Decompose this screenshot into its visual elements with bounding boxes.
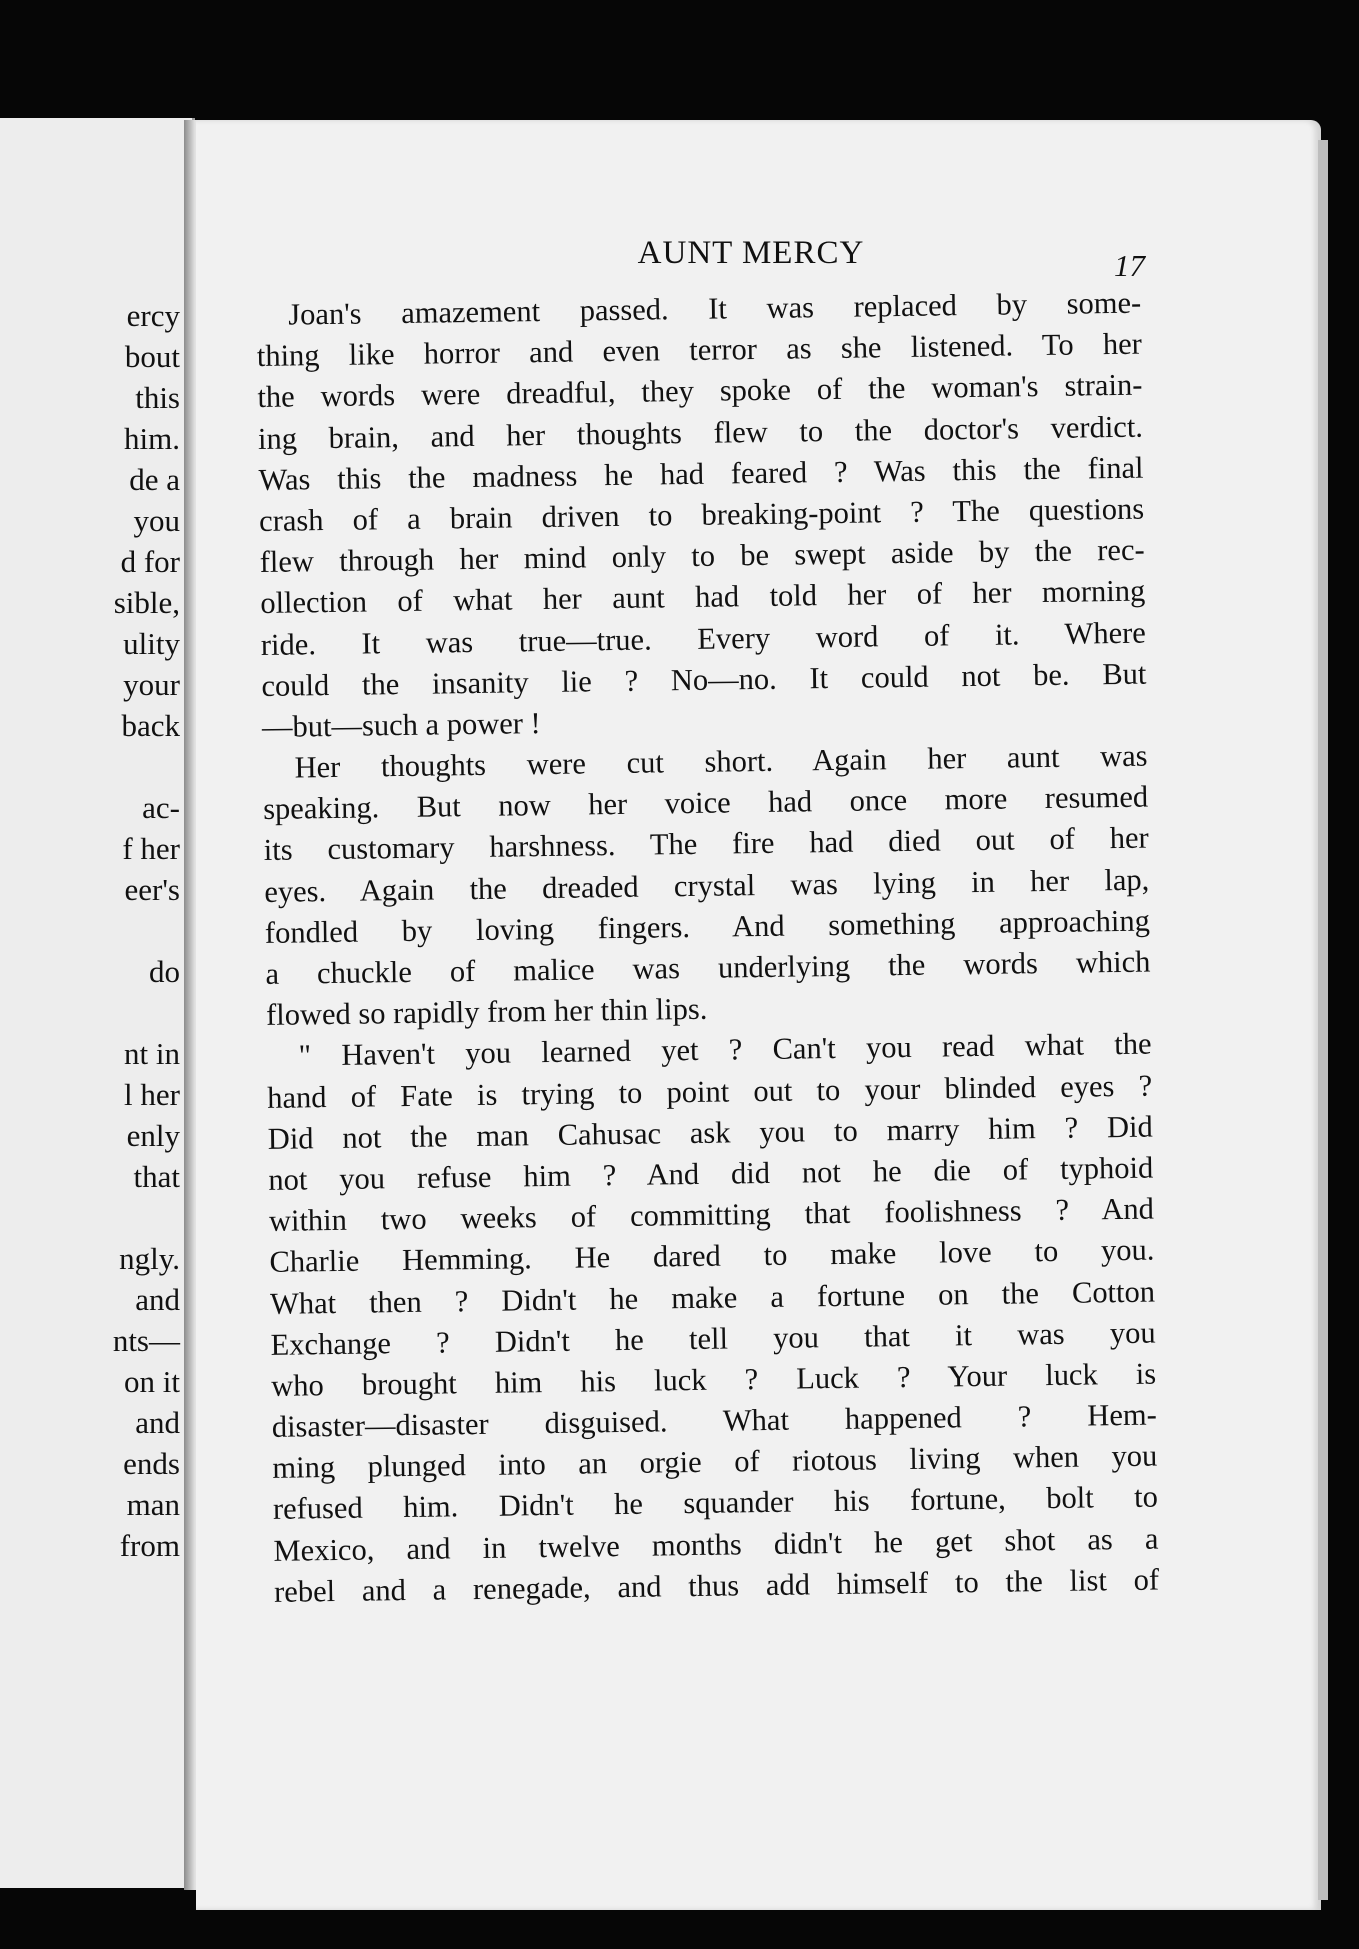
text-line: could the insanity lie ? No—no. It could not be. But xyxy=(261,656,1147,703)
left-page-text-fragment: sible, xyxy=(113,585,180,620)
right-page xyxy=(196,120,1321,1910)
left-page-text-fragment: this xyxy=(135,380,180,415)
text-line: Did not the man Cahusac ask you to marry him ? Did xyxy=(267,1109,1153,1156)
left-page-text-fragment: ends xyxy=(123,1446,180,1481)
text-line: speaking. But now her voice had once more resumed xyxy=(262,779,1149,827)
text-line: not you refuse him ? And did not he die of typhoid xyxy=(268,1150,1154,1197)
left-page-text-fragment: you xyxy=(133,503,180,538)
page-number: 17 xyxy=(1114,248,1145,283)
left-page-text-fragment: do xyxy=(149,954,180,989)
left-page-text-fragment: your xyxy=(123,667,180,702)
text-line: Exchange ? Didn't he tell you that it was you xyxy=(270,1315,1156,1362)
text-line: a chuckle of malice was underlying the words which xyxy=(265,944,1151,991)
text-line: Mexico, and in twelve months didn't he get shot as a xyxy=(273,1521,1159,1568)
text-line: within two weeks of committing that foolishness ? And xyxy=(268,1191,1155,1239)
left-page-text-fragment: bout xyxy=(124,339,180,374)
text-line: " Haven't you learned yet ? Can't you read what the xyxy=(298,1026,1152,1073)
left-page-text-fragment: and xyxy=(135,1282,180,1317)
left-page-text-fragment: ercy xyxy=(126,298,180,333)
left-page-text-fragment: nts— xyxy=(112,1323,180,1358)
text-line: eyes. Again the dreaded crystal was lying in her lap, xyxy=(264,862,1150,909)
left-page xyxy=(0,118,195,1888)
left-page-text-fragment: ngly. xyxy=(119,1241,180,1276)
left-page-text-fragment: man xyxy=(126,1487,180,1522)
left-page-text-fragment: f her xyxy=(122,831,180,866)
left-page-text-fragment: d for xyxy=(120,544,180,579)
left-page-text-fragment: that xyxy=(133,1159,180,1194)
left-page-text-fragment: eer's xyxy=(124,872,180,907)
text-line: fondled by loving fingers. And something approaching xyxy=(264,903,1151,950)
text-line: disaster—disaster disguised. What happened ? Hem- xyxy=(271,1397,1157,1444)
running-head: AUNT MERCY xyxy=(637,235,865,271)
left-page-text-fragment: on it xyxy=(124,1364,180,1399)
left-page-text-fragment: de a xyxy=(129,462,180,497)
text-line: ming plunged into an orgie of riotous living when you xyxy=(272,1438,1158,1486)
text-line: —but—such a power ! xyxy=(261,705,541,744)
text-line: who brought him his luck ? Luck ? Your luck is xyxy=(270,1356,1157,1403)
text-line: rebel and a renegade, and thus add himself to the list of xyxy=(273,1562,1160,1609)
text-line: crash of a brain driven to breaking-point ? The questions xyxy=(258,491,1145,538)
left-page-text-fragment: and xyxy=(135,1405,180,1440)
text-line: the words were dreadful, they spoke of the woman's strain- xyxy=(257,368,1143,415)
text-line: Joan's amazement passed. It was replaced by some- xyxy=(288,285,1142,332)
text-line: Charlie Hemming. He dared to make love to you. xyxy=(269,1232,1155,1280)
text-line: thing like horror and even terror as she listened. To her xyxy=(256,326,1143,374)
text-line: flowed so rapidly from her thin lips. xyxy=(265,991,708,1033)
body-text xyxy=(256,283,1159,1613)
left-page-text-fragment: enly xyxy=(126,1118,180,1153)
page-edge xyxy=(1318,140,1328,1900)
text-line: its customary harshness. The fire had died out of her xyxy=(263,821,1149,868)
text-line: Was this the madness he had feared ? Was this the final xyxy=(258,450,1144,497)
left-page-text-fragment: back xyxy=(121,708,180,743)
text-line: Her thoughts were cut short. Again her aunt was xyxy=(294,738,1148,785)
left-page-text-fragment: ulity xyxy=(123,626,180,661)
left-page-text-fragment: l her xyxy=(124,1077,180,1112)
left-page-text-fragment: nt in xyxy=(124,1036,180,1071)
text-line: What then ? Didn't he make a fortune on the Cotton xyxy=(269,1274,1156,1321)
text-line: ride. It was true—true. Every word of it. Where xyxy=(260,615,1147,662)
text-line: ing brain, and her thoughts flew to the doctor's verdict. xyxy=(257,409,1144,456)
left-page-text-fragment: from xyxy=(119,1528,180,1563)
text-line: hand of Fate is trying to point out to your blinded eyes ? xyxy=(266,1068,1153,1115)
left-page-text-fragment: him. xyxy=(124,421,180,456)
text-line: refused him. Didn't he squander his fortune, bolt to xyxy=(272,1479,1159,1527)
text-line: ollection of what her aunt had told her of her morning xyxy=(260,573,1146,621)
left-page-text-fragment: ac- xyxy=(142,790,180,825)
text-line: flew through her mind only to be swept aside by the rec- xyxy=(259,532,1145,580)
